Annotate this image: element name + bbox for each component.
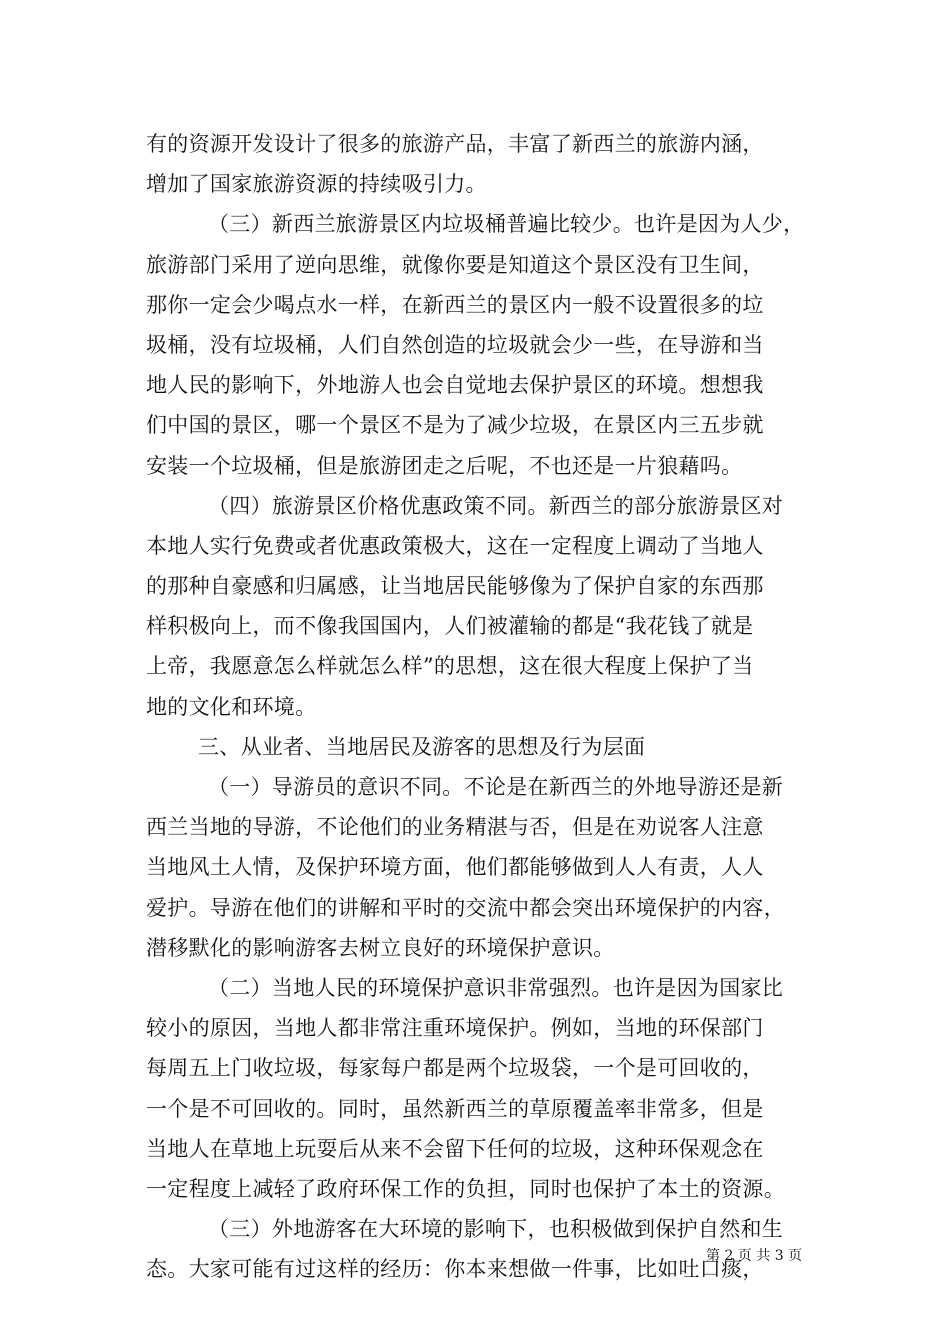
text-line: 当地风土人情，及保护环境方面，他们都能够做到人人有责，人人 xyxy=(146,855,764,880)
paragraph-start: （四）旅游景区价格优惠政策不同。新西兰的部分旅游景区对 xyxy=(208,493,784,518)
text-line: 地的文化和环境。 xyxy=(146,694,317,719)
text-line: 圾桶，没有垃圾桶，人们自然创造的垃圾就会少一些，在导游和当 xyxy=(146,332,764,357)
paragraph-start: （二）当地人民的环境保护意识非常强烈。也许是因为国家比 xyxy=(208,975,784,1000)
text-line: 有的资源开发设计了很多的旅游产品，丰富了新西兰的旅游内涵， xyxy=(146,132,764,156)
text-line: 西兰当地的导游，不论他们的业务精湛与否，但是在劝说客人注意 xyxy=(146,815,764,840)
text-line: 们中国的景区，哪一个景区不是为了减少垃圾，在景区内三五步就 xyxy=(146,413,764,438)
text-line: 较小的原因，当地人都非常注重环境保护。例如，当地的环保部门 xyxy=(146,1016,764,1041)
text-line: 样积极向上，而不像我国国内，人们被灌输的都是“我花钱了就是 xyxy=(146,614,754,639)
section-heading: 三、从业者、当地居民及游客的思想及行为层面 xyxy=(198,734,646,759)
text-line: 每周五上门收垃圾，每家每户都是两个垃圾袋，一个是可回收的， xyxy=(146,1056,764,1081)
paragraph-start: （三）外地游客在大环境的影响下，也积极做到保护自然和生 xyxy=(208,1217,784,1242)
text-line: 态。大家可能有过这样的经历：你本来想做一件事，比如吐口痰， xyxy=(146,1257,764,1282)
text-line: 增加了国家旅游资源的持续吸引力。 xyxy=(146,172,487,197)
text-line: 一个是不可回收的。同时，虽然新西兰的草原覆盖率非常多，但是 xyxy=(146,1096,764,1121)
paragraph-start: （三）新西兰旅游景区内垃圾桶普遍比较少。也许是因为人少， xyxy=(208,212,805,237)
text-line: 一定程度上减轻了政府环保工作的负担，同时也保护了本土的资源。 xyxy=(146,1176,785,1201)
text-line: 那你一定会少喝点水一样，在新西兰的景区内一般不设置很多的垃 xyxy=(146,292,764,317)
text-line: 旅游部门采用了逆向思维，就像你要是知道这个景区没有卫生间， xyxy=(146,252,764,277)
text-line: 爱护。导游在他们的讲解和平时的交流中都会突出环境保护的内容， xyxy=(146,895,785,920)
text-line: 当地人在草地上玩耍后从来不会留下任何的垃圾，这种环保观念在 xyxy=(146,1136,764,1161)
text-line: 潜移默化的影响游客去树立良好的环境保护意识。 xyxy=(146,935,615,960)
text-line: 本地人实行免费或者优惠政策极大，这在一定程度上调动了当地人 xyxy=(146,533,764,558)
page-number: 第 2 页 共 3 页 xyxy=(706,1248,803,1264)
text-line: 安装一个垃圾桶，但是旅游团走之后呢，不也还是一片狼藉吗。 xyxy=(146,453,743,478)
text-line: 地人民的影响下，外地游人也会自觉地去保护景区的环境。想想我 xyxy=(146,373,764,398)
text-line: 的那种自豪感和归属感，让当地居民能够像为了保护自家的东西那 xyxy=(146,574,764,599)
paragraph-start: （一）导游员的意识不同。不论是在新西兰的外地导游还是新 xyxy=(208,775,784,799)
text-line: 上帝，我愿意怎么样就怎么样”的思想，这在很大程度上保护了当 xyxy=(146,654,754,679)
document-body xyxy=(146,124,826,1289)
